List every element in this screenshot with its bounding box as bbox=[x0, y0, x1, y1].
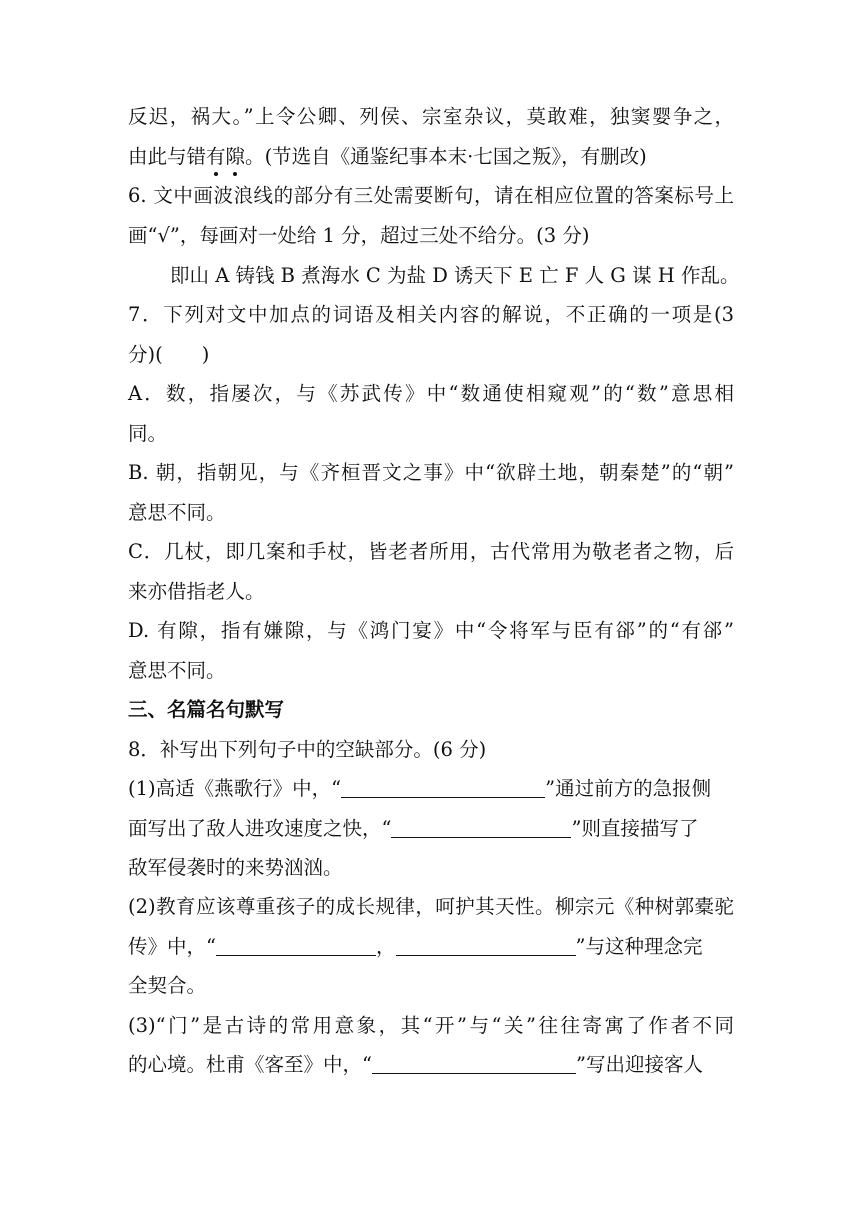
answer-blank-1[interactable] bbox=[341, 777, 545, 798]
q8-s1-text-a: (1)高适《燕歌行》中，“ bbox=[128, 777, 342, 800]
q6-line-1: 6. 文中画波浪线的部分有三处需要断句，请在相应位置的答案标号上 bbox=[128, 184, 734, 207]
q7-option-d-line-2: 意思不同。 bbox=[128, 659, 226, 682]
q8-s2-text-b: 传》中，“ bbox=[128, 935, 216, 958]
q8-s1-text-b: ”通过前方的急报侧 bbox=[545, 777, 712, 800]
q7-option-b-line-1: B. 朝，指朝见，与《齐桓晋文之事》中“欲辟土地，朝秦楚”的“朝” bbox=[128, 461, 734, 484]
q7-option-a-line-1: A．数，指屡次，与《苏武传》中“数通使相窥观”的“数”意思相 bbox=[128, 382, 734, 405]
section-3-heading: 三、名篇名句默写 bbox=[128, 698, 285, 721]
q8-s1-text-c: 面写出了敌人进攻速度之快，“ bbox=[128, 817, 392, 840]
q7-option-c-line-2: 来亦借指老人。 bbox=[128, 580, 265, 603]
q8-intro: 8．补写出下列句子中的空缺部分。(6 分) bbox=[128, 738, 487, 761]
q8-s3-line-1: (3)“门”是古诗的常用意象，其“开”与“关”往往寄寓了作者不同 bbox=[128, 1014, 734, 1037]
q7-option-d-line-1: D. 有隙，指有嫌隙，与《鸿门宴》中“令将军与臣有郤”的“有郤” bbox=[128, 619, 734, 642]
passage-source: (节选自《通鉴纪事本末·七国之叛》，有删改) bbox=[264, 145, 647, 168]
q8-s2-text-c: ”与这种理念完 bbox=[575, 935, 703, 958]
q8-s1-text-d: ”则直接描写了 bbox=[571, 817, 699, 840]
answer-blank-4[interactable] bbox=[396, 935, 576, 956]
q8-s1-line-3: 敌军侵袭时的来势汹汹。 bbox=[128, 856, 343, 879]
q6-answer-line: 即山 A 铸钱 B 煮海水 C 为盐 D 诱天下 E 亡 F 人 G 谋 H 作乱。 bbox=[170, 264, 740, 287]
q7-option-c-line-1: C．几杖，即几案和手杖，皆老者所用，古代常用为敬老者之物，后 bbox=[128, 540, 734, 563]
q7-option-b-line-2: 意思不同。 bbox=[128, 501, 226, 524]
q8-s1-line-2 bbox=[128, 816, 734, 842]
q7-stem-line-2: 分)( ) bbox=[128, 343, 210, 366]
q6-line-2: 画“√”，每画对一处给 1 分，超过三处不给分。(3 分) bbox=[128, 224, 590, 247]
answer-blank-2[interactable] bbox=[391, 817, 571, 838]
q8-s3-line-2 bbox=[128, 1052, 734, 1078]
q8-s2-line-3: 全契合。 bbox=[128, 974, 207, 997]
q8-s2-comma: ， bbox=[375, 935, 396, 958]
answer-blank-3[interactable] bbox=[216, 935, 376, 956]
q8-s3-text-c: ”写出迎接客人 bbox=[575, 1053, 703, 1076]
q7-stem-line-1: 7．下列对文中加点的词语及相关内容的解说，不正确的一项是(3 bbox=[128, 303, 734, 326]
q8-s2-line-1: (2)教育应该尊重孩子的成长规律，呵护其天性。柳宗元《种树郭橐驼 bbox=[128, 895, 734, 918]
passage-line-1: 反迟，祸大。”上令公卿、列侯、宗室杂议，莫敢难，独窦婴争之， bbox=[128, 105, 734, 128]
dotted-char-you: 有 bbox=[206, 145, 226, 168]
answer-blank-5[interactable] bbox=[372, 1053, 576, 1074]
dotted-char-xi: 隙 bbox=[225, 145, 246, 168]
passage-line-2 bbox=[128, 144, 734, 170]
q8-s3-text-b: 的心境。杜甫《客至》中，“ bbox=[128, 1053, 372, 1076]
q7-option-a-line-2: 同。 bbox=[128, 422, 168, 445]
passage-period: 。 bbox=[245, 145, 265, 168]
q8-s1-line-1 bbox=[128, 776, 734, 802]
passage-text: 由此与错 bbox=[128, 145, 207, 168]
q8-s2-line-2 bbox=[128, 934, 734, 960]
